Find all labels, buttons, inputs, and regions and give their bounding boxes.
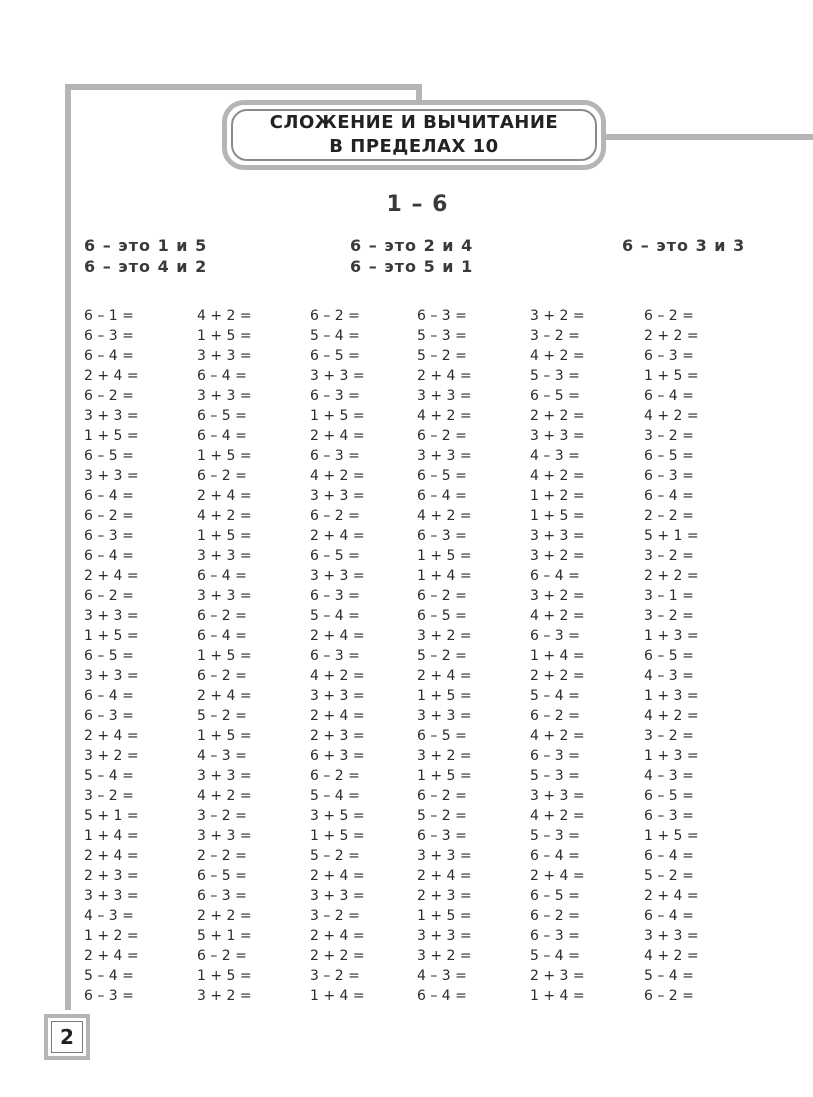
- exercise-item: 6 – 4 =: [530, 848, 580, 864]
- exercise-item: 6 – 3 =: [530, 928, 580, 944]
- exercise-item: 2 + 4 =: [197, 688, 252, 704]
- exercise-item: 2 + 4 =: [530, 868, 585, 884]
- number-fact: 6 – это 1 и 5: [84, 236, 208, 255]
- exercise-item: 1 + 5 =: [84, 628, 139, 644]
- exercise-item: 3 – 2 =: [644, 428, 694, 444]
- exercise-item: 6 – 5 =: [417, 608, 467, 624]
- exercise-item: 2 + 4 =: [310, 708, 365, 724]
- exercise-item: 3 – 2 =: [644, 548, 694, 564]
- number-fact: 6 – это 5 и 1: [350, 257, 474, 276]
- exercise-item: 5 + 1 =: [644, 528, 699, 544]
- exercise-item: 3 – 2 =: [530, 328, 580, 344]
- exercise-item: 3 + 2 =: [530, 588, 585, 604]
- exercise-item: 6 – 4 =: [644, 388, 694, 404]
- exercise-item: 3 + 3 =: [197, 348, 252, 364]
- exercise-column: [310, 306, 365, 1006]
- exercise-item: 3 + 3 =: [644, 928, 699, 944]
- exercise-item: 6 – 5 =: [530, 388, 580, 404]
- exercise-item: 6 – 2 =: [197, 468, 247, 484]
- exercise-item: 6 – 2 =: [310, 768, 360, 784]
- exercise-item: 4 + 2 =: [530, 468, 585, 484]
- exercise-item: 2 + 2 =: [530, 408, 585, 424]
- exercise-item: 1 + 5 =: [310, 828, 365, 844]
- exercise-item: 4 – 3 =: [197, 748, 247, 764]
- exercise-item: 6 – 2 =: [417, 788, 467, 804]
- exercise-item: 6 – 5 =: [644, 648, 694, 664]
- exercise-item: 6 – 3 =: [310, 648, 360, 664]
- section-subtitle: 1 – 6: [386, 192, 449, 217]
- exercise-item: 1 + 5 =: [417, 548, 472, 564]
- exercise-item: 6 – 4 =: [644, 848, 694, 864]
- exercise-item: 2 + 3 =: [84, 868, 139, 884]
- exercise-item: 5 – 4 =: [84, 968, 134, 984]
- exercise-item: 3 + 2 =: [417, 748, 472, 764]
- exercise-item: 5 – 4 =: [310, 328, 360, 344]
- exercise-item: 4 + 2 =: [644, 708, 699, 724]
- exercise-item: 1 + 4 =: [310, 988, 365, 1004]
- exercise-item: 6 – 5 =: [417, 468, 467, 484]
- exercise-item: 5 – 3 =: [530, 828, 580, 844]
- exercise-item: 6 – 3 =: [417, 828, 467, 844]
- exercise-item: 2 + 4 =: [84, 568, 139, 584]
- page-title-line-1: СЛОЖЕНИЕ И ВЫЧИТАНИЕ: [269, 112, 559, 133]
- exercise-item: 3 + 3 =: [417, 848, 472, 864]
- exercise-item: 6 – 2 =: [530, 908, 580, 924]
- exercise-item: 2 + 2 =: [644, 328, 699, 344]
- exercise-item: 5 – 3 =: [530, 768, 580, 784]
- exercise-item: 3 + 3 =: [197, 388, 252, 404]
- exercise-item: 3 + 3 =: [84, 608, 139, 624]
- exercise-item: 6 – 2 =: [197, 948, 247, 964]
- exercise-item: 6 – 4 =: [84, 688, 134, 704]
- exercise-item: 4 – 3 =: [417, 968, 467, 984]
- exercise-item: 4 + 2 =: [530, 728, 585, 744]
- exercise-item: 6 – 4 =: [417, 988, 467, 1004]
- exercise-item: 6 – 2 =: [644, 308, 694, 324]
- exercise-item: 6 – 3 =: [644, 468, 694, 484]
- exercise-item: 6 – 5 =: [530, 888, 580, 904]
- title-box: [222, 100, 606, 170]
- exercise-column: [197, 306, 252, 1006]
- exercise-item: 2 + 4 =: [197, 488, 252, 504]
- exercise-item: 5 – 2 =: [644, 868, 694, 884]
- exercise-item: 2 – 2 =: [197, 848, 247, 864]
- exercise-item: 6 – 2 =: [84, 388, 134, 404]
- exercise-item: 2 + 4 =: [84, 948, 139, 964]
- frame-right-bar: [606, 134, 813, 140]
- exercise-item: 6 – 4 =: [644, 488, 694, 504]
- exercise-item: 4 + 2 =: [644, 948, 699, 964]
- exercise-item: 2 + 4 =: [644, 888, 699, 904]
- exercise-item: 2 + 2 =: [310, 948, 365, 964]
- exercise-item: 2 + 2 =: [530, 668, 585, 684]
- exercise-item: 1 + 5 =: [417, 768, 472, 784]
- exercise-item: 3 + 3 =: [197, 768, 252, 784]
- exercise-item: 1 + 5 =: [197, 528, 252, 544]
- exercise-item: 5 – 4 =: [84, 768, 134, 784]
- exercise-item: 6 + 3 =: [310, 748, 365, 764]
- exercise-item: 4 – 3 =: [644, 768, 694, 784]
- exercise-item: 5 – 4 =: [644, 968, 694, 984]
- exercise-item: 6 – 3 =: [197, 888, 247, 904]
- exercise-item: 4 – 3 =: [84, 908, 134, 924]
- exercise-column: [417, 306, 472, 1006]
- exercise-item: 6 – 4 =: [197, 628, 247, 644]
- exercise-item: 6 – 4 =: [197, 368, 247, 384]
- exercise-item: 1 + 5 =: [530, 508, 585, 524]
- exercise-item: 6 – 3 =: [644, 808, 694, 824]
- exercise-item: 4 + 2 =: [644, 408, 699, 424]
- exercise-item: 2 + 4 =: [310, 928, 365, 944]
- exercise-item: 6 – 2 =: [530, 708, 580, 724]
- exercise-item: 1 + 4 =: [530, 648, 585, 664]
- exercise-item: 1 + 5 =: [644, 828, 699, 844]
- exercise-item: 3 + 2 =: [197, 988, 252, 1004]
- exercise-item: 6 – 5 =: [310, 348, 360, 364]
- number-fact: 6 – это 4 и 2: [84, 257, 208, 276]
- exercise-item: 1 + 4 =: [530, 988, 585, 1004]
- exercise-item: 6 – 3 =: [84, 708, 134, 724]
- exercise-item: 3 + 3 =: [417, 708, 472, 724]
- page-title-line-2: В ПРЕДЕЛАХ 10: [329, 136, 499, 157]
- exercise-item: 1 + 3 =: [644, 628, 699, 644]
- exercise-item: 5 – 2 =: [197, 708, 247, 724]
- exercise-item: 6 – 4 =: [530, 568, 580, 584]
- page-number-box: [44, 1014, 90, 1060]
- exercise-item: 3 + 5 =: [310, 808, 365, 824]
- exercise-item: 6 – 2 =: [417, 428, 467, 444]
- exercise-item: 3 – 2 =: [310, 908, 360, 924]
- exercise-item: 2 + 4 =: [417, 368, 472, 384]
- exercise-item: 5 – 4 =: [530, 688, 580, 704]
- exercise-item: 4 + 2 =: [197, 508, 252, 524]
- exercise-item: 6 – 4 =: [197, 568, 247, 584]
- exercise-item: 3 + 2 =: [84, 748, 139, 764]
- exercise-item: 3 + 3 =: [530, 428, 585, 444]
- exercise-item: 6 – 3 =: [417, 308, 467, 324]
- exercise-item: 1 + 5 =: [310, 408, 365, 424]
- exercise-item: 2 + 3 =: [417, 888, 472, 904]
- exercise-item: 3 + 3 =: [197, 828, 252, 844]
- exercise-item: 3 + 2 =: [530, 308, 585, 324]
- exercise-item: 2 + 4 =: [417, 868, 472, 884]
- exercise-item: 6 – 2 =: [197, 608, 247, 624]
- exercise-item: 3 + 3 =: [84, 888, 139, 904]
- exercise-item: 2 + 4 =: [310, 528, 365, 544]
- exercise-item: 5 – 3 =: [530, 368, 580, 384]
- exercise-item: 6 – 3 =: [310, 448, 360, 464]
- exercise-item: 6 – 3 =: [644, 348, 694, 364]
- exercise-item: 1 + 3 =: [644, 688, 699, 704]
- exercise-item: 2 – 2 =: [644, 508, 694, 524]
- exercise-item: 6 – 4 =: [644, 908, 694, 924]
- exercise-item: 6 – 3 =: [84, 328, 134, 344]
- exercise-item: 3 – 2 =: [84, 788, 134, 804]
- exercise-item: 6 – 4 =: [417, 488, 467, 504]
- exercise-item: 3 + 3 =: [310, 368, 365, 384]
- exercise-item: 3 + 3 =: [84, 408, 139, 424]
- exercise-item: 5 – 2 =: [417, 348, 467, 364]
- exercise-item: 3 + 2 =: [530, 548, 585, 564]
- exercise-item: 3 + 3 =: [84, 468, 139, 484]
- exercise-item: 2 + 4 =: [84, 848, 139, 864]
- exercise-item: 6 – 4 =: [84, 348, 134, 364]
- exercise-item: 2 + 4 =: [84, 368, 139, 384]
- exercise-item: 4 + 2 =: [310, 468, 365, 484]
- exercise-item: 1 + 5 =: [197, 448, 252, 464]
- exercise-item: 3 + 3 =: [417, 388, 472, 404]
- exercise-item: 2 + 4 =: [310, 868, 365, 884]
- exercise-item: 3 – 2 =: [644, 608, 694, 624]
- exercise-item: 3 + 2 =: [417, 628, 472, 644]
- exercise-item: 6 – 2 =: [197, 668, 247, 684]
- exercise-item: 6 – 5 =: [644, 788, 694, 804]
- exercise-item: 6 – 4 =: [197, 428, 247, 444]
- exercise-item: 3 + 3 =: [310, 888, 365, 904]
- exercise-item: 6 – 3 =: [310, 588, 360, 604]
- exercise-item: 6 – 5 =: [197, 868, 247, 884]
- exercise-item: 6 – 3 =: [530, 748, 580, 764]
- exercise-item: 5 + 1 =: [197, 928, 252, 944]
- exercise-item: 5 – 4 =: [530, 948, 580, 964]
- exercise-item: 4 + 2 =: [197, 308, 252, 324]
- exercise-item: 2 + 4 =: [310, 428, 365, 444]
- exercise-item: 6 – 3 =: [417, 528, 467, 544]
- exercise-item: 1 + 5 =: [417, 688, 472, 704]
- exercise-item: 3 + 3 =: [310, 488, 365, 504]
- exercise-item: 2 + 3 =: [530, 968, 585, 984]
- exercise-item: 2 + 4 =: [417, 668, 472, 684]
- exercise-item: 4 + 2 =: [530, 608, 585, 624]
- exercise-item: 1 + 3 =: [644, 748, 699, 764]
- exercise-item: 3 – 2 =: [310, 968, 360, 984]
- exercise-item: 6 – 3 =: [84, 988, 134, 1004]
- exercise-item: 3 + 3 =: [310, 688, 365, 704]
- exercise-item: 3 + 3 =: [417, 928, 472, 944]
- exercise-item: 3 + 3 =: [310, 568, 365, 584]
- exercise-item: 5 – 2 =: [310, 848, 360, 864]
- exercise-item: 6 – 3 =: [310, 388, 360, 404]
- exercise-item: 2 + 2 =: [197, 908, 252, 924]
- exercise-item: 3 + 3 =: [197, 588, 252, 604]
- exercise-column: [84, 306, 139, 1006]
- exercise-item: 1 + 5 =: [417, 908, 472, 924]
- exercise-item: 2 + 4 =: [310, 628, 365, 644]
- exercise-item: 6 – 3 =: [530, 628, 580, 644]
- exercise-item: 1 + 5 =: [84, 428, 139, 444]
- exercise-item: 1 + 5 =: [197, 648, 252, 664]
- exercise-item: 6 – 5 =: [417, 728, 467, 744]
- exercise-item: 6 – 2 =: [310, 508, 360, 524]
- exercise-item: 1 + 4 =: [84, 828, 139, 844]
- exercise-item: 3 + 3 =: [197, 548, 252, 564]
- exercise-item: 4 + 2 =: [197, 788, 252, 804]
- exercise-item: 4 – 3 =: [644, 668, 694, 684]
- exercise-item: 4 + 2 =: [417, 508, 472, 524]
- exercise-item: 5 – 3 =: [417, 328, 467, 344]
- exercise-item: 4 + 2 =: [530, 348, 585, 364]
- exercise-item: 6 – 2 =: [644, 988, 694, 1004]
- exercise-item: 2 + 2 =: [644, 568, 699, 584]
- page-number: 2: [60, 1025, 74, 1049]
- exercise-item: 5 – 4 =: [310, 788, 360, 804]
- exercise-item: 6 – 4 =: [84, 488, 134, 504]
- exercise-item: 1 + 5 =: [197, 328, 252, 344]
- exercise-item: 6 – 5 =: [84, 448, 134, 464]
- exercise-item: 6 – 5 =: [644, 448, 694, 464]
- exercise-item: 6 – 5 =: [84, 648, 134, 664]
- exercise-item: 6 – 1 =: [84, 308, 134, 324]
- exercise-item: 4 – 3 =: [530, 448, 580, 464]
- exercise-item: 3 + 3 =: [84, 668, 139, 684]
- exercise-item: 3 + 3 =: [417, 448, 472, 464]
- exercise-item: 3 + 3 =: [530, 528, 585, 544]
- exercise-item: 6 – 5 =: [197, 408, 247, 424]
- frame-top-bar: [65, 84, 422, 90]
- exercise-item: 1 + 5 =: [197, 728, 252, 744]
- exercise-column: [530, 306, 585, 1006]
- exercise-item: 1 + 5 =: [644, 368, 699, 384]
- number-fact: 6 – это 3 и 3: [622, 236, 746, 255]
- exercise-item: 3 – 2 =: [644, 728, 694, 744]
- exercise-item: 6 – 2 =: [310, 308, 360, 324]
- exercise-item: 4 + 2 =: [417, 408, 472, 424]
- exercise-item: 5 – 4 =: [310, 608, 360, 624]
- exercise-item: 5 + 1 =: [84, 808, 139, 824]
- exercise-item: 1 + 2 =: [84, 928, 139, 944]
- exercise-item: 6 – 4 =: [84, 548, 134, 564]
- exercise-item: 3 + 3 =: [530, 788, 585, 804]
- exercise-item: 6 – 2 =: [84, 588, 134, 604]
- exercise-item: 2 + 3 =: [310, 728, 365, 744]
- exercise-item: 6 – 2 =: [84, 508, 134, 524]
- exercise-item: 5 – 2 =: [417, 648, 467, 664]
- exercise-item: 3 – 1 =: [644, 588, 694, 604]
- exercise-item: 6 – 2 =: [417, 588, 467, 604]
- exercise-item: 3 – 2 =: [197, 808, 247, 824]
- exercise-item: 1 + 4 =: [417, 568, 472, 584]
- exercise-item: 4 + 2 =: [310, 668, 365, 684]
- exercise-item: 5 – 2 =: [417, 808, 467, 824]
- exercise-item: 1 + 2 =: [530, 488, 585, 504]
- exercise-item: 2 + 4 =: [84, 728, 139, 744]
- exercise-item: 6 – 5 =: [310, 548, 360, 564]
- exercise-item: 1 + 5 =: [197, 968, 252, 984]
- exercise-grid: [0, 306, 813, 1006]
- exercise-item: 3 + 2 =: [417, 948, 472, 964]
- number-fact: 6 – это 2 и 4: [350, 236, 474, 255]
- exercise-item: 4 + 2 =: [530, 808, 585, 824]
- exercise-column: [644, 306, 699, 1006]
- exercise-item: 6 – 3 =: [84, 528, 134, 544]
